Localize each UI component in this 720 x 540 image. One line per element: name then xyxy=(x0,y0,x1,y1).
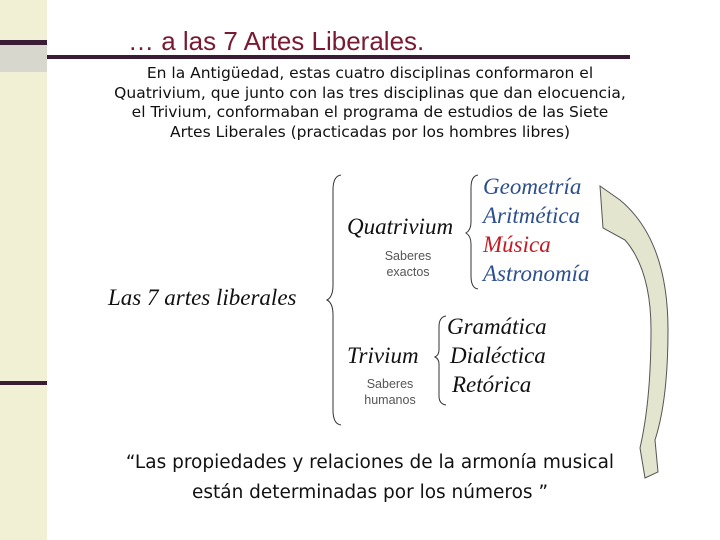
item-geometria: Geometría xyxy=(483,174,582,199)
item-aritmetica: Aritmética xyxy=(483,203,581,228)
sublabel-line: Saberes xyxy=(366,377,414,391)
trivium-label: Trivium xyxy=(347,343,419,368)
intro-line: En la Antigüedad, estas cuatro disciplinas conformaron el xyxy=(146,64,594,82)
trivium-brace xyxy=(435,316,446,405)
quote-line: están determinadas por los números ” xyxy=(191,482,549,503)
trivium-sublabel xyxy=(354,376,426,408)
root-label: Las 7 artes liberales xyxy=(108,285,297,310)
intro-line: Artes Liberales (practicadas por los hombres libres) xyxy=(169,122,571,141)
quatrivium-label: Quatrivium xyxy=(347,214,454,239)
root-brace xyxy=(327,175,341,425)
sublabel-line: humanos xyxy=(364,393,416,407)
item-musica: Música xyxy=(483,232,551,257)
quote-line: “Las propiedades y relaciones de la armonía musical xyxy=(125,452,615,473)
intro-line: Quatrivium, que junto con las tres disciplinas que dan elocuencia, xyxy=(114,83,626,102)
sublabel-line: Saberes xyxy=(384,249,432,263)
item-astronomia: Astronomía xyxy=(483,261,590,286)
item-retorica: Retórica xyxy=(452,372,532,397)
slide-title: … a las 7 Artes Liberales. xyxy=(128,26,425,56)
quote xyxy=(60,448,680,508)
item-gramatica: Gramática xyxy=(447,314,547,339)
item-dialectica: Dialéctica xyxy=(450,343,546,368)
quatrivium-sublabel xyxy=(372,248,444,280)
intro-line: el Trivium, conformaban el programa de estudios de las Siete xyxy=(131,103,609,121)
sublabel-line: exactos xyxy=(386,265,430,279)
quatrivium-brace xyxy=(466,175,478,289)
curved-arrow xyxy=(600,186,668,478)
